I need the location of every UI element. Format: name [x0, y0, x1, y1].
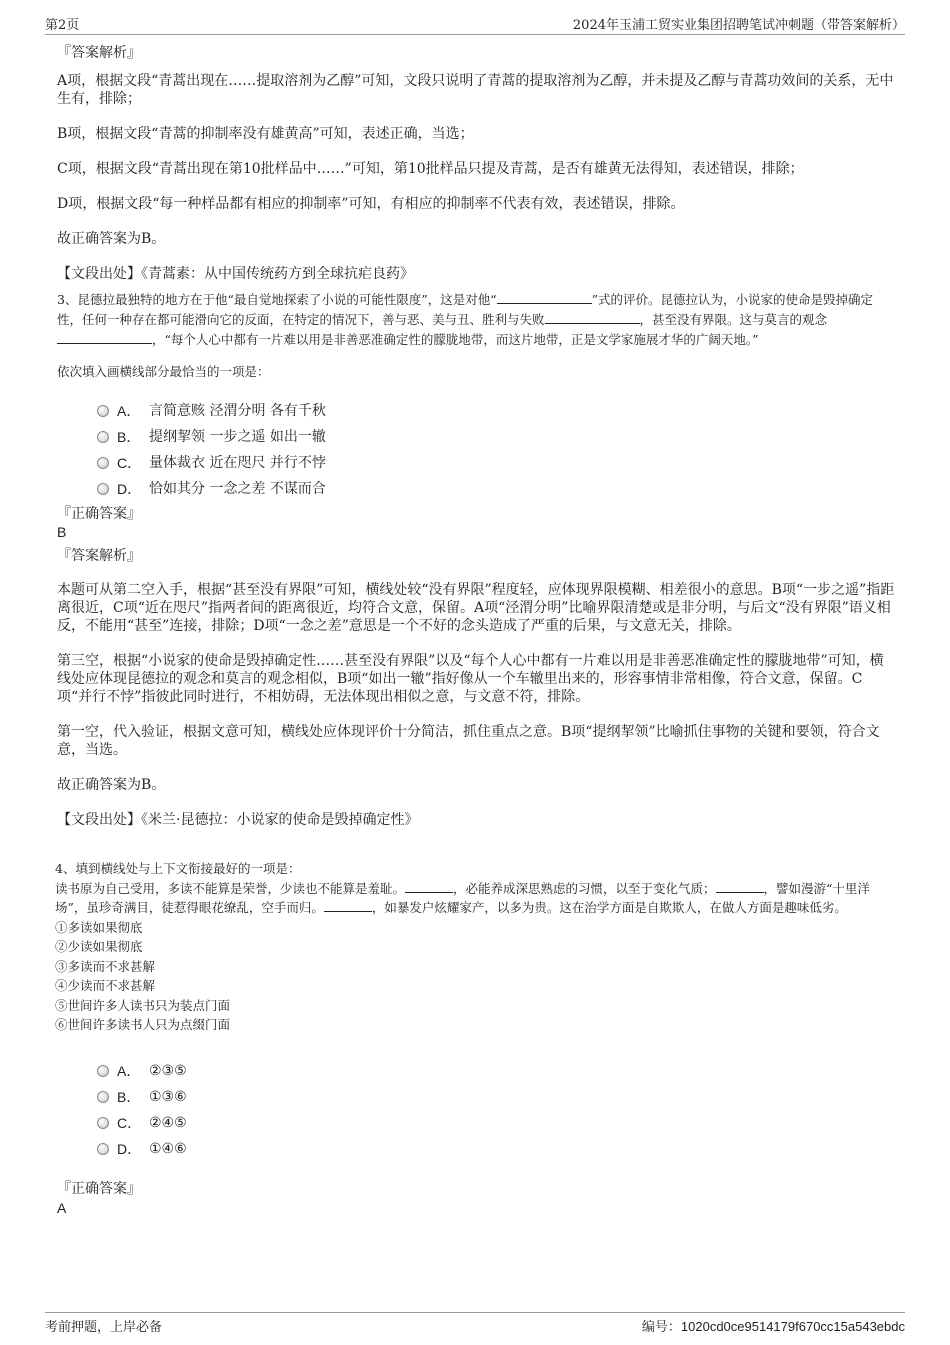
radio-button[interactable] [97, 1065, 109, 1077]
option-a[interactable]: A． ②③⑤ [97, 1058, 187, 1084]
passage-source: 【文段出处】《青蒿素：从中国传统药方到全球抗疟良药》 [57, 266, 414, 282]
radio-button[interactable] [97, 431, 109, 443]
option-d[interactable]: D． ①④⑥ [97, 1136, 187, 1162]
option-d[interactable]: D． 恰如其分 一念之差 不谋而合 [97, 476, 326, 502]
radio-button[interactable] [97, 1143, 109, 1155]
q3-answer-section [57, 505, 897, 846]
radio-button[interactable] [97, 1117, 109, 1129]
page-header [45, 14, 905, 35]
question-4-passage: 读书原为自己受用，多读不能算是荣誉，少读也不能算是羞耻。 ，必能养成深思熟虑的习惯，以至于变化气质； ，譬如漫游“十里洋场”，虽珍奇满目，徒惹得眼花缭乱，空手而归。 ，如暴发户炫耀家产，以多为贵。这在治学方面是自欺欺人，在做人方面是趣味低劣。 [55, 880, 870, 915]
analysis-heading: 『答案解析』 [57, 45, 141, 61]
footer-slogan: 考前押题，上岸必备 [45, 1320, 163, 1335]
analysis-conclusion: 故正确答案为B。 [57, 231, 166, 247]
fill-blank [57, 331, 152, 344]
list-item: ⑥世间许多读书人只为点缀门面 [55, 1017, 231, 1032]
option-a[interactable]: A． 言简意赅 泾渭分明 各有千秋 [97, 398, 326, 424]
correct-answer: B [57, 524, 67, 540]
analysis-conclusion: 故正确答案为B。 [57, 777, 166, 793]
document-code: 编号：1020cd0ce9514179f670cc15a543ebdc [641, 1319, 905, 1335]
q4-answer-section [57, 1180, 141, 1218]
question-3-prompt: 依次填入画横线部分最恰当的一项是： [57, 364, 270, 379]
radio-button[interactable] [97, 405, 109, 417]
option-b[interactable]: B． 提纲挈领 一步之遥 如出一辙 [97, 424, 326, 450]
analysis-paragraph: 第三空，根据“小说家的使命是毁掉确定性……甚至没有界限”以及“每个人心中都有一片难以用是非善恶准确定性的朦胧地带”可知，横线处应体现昆德拉的观念和莫言的观念相似，B项“如出一辙”指好像从一个车辙里出来的，形容事情非常相像，符合文意，保留。C项“并行不悖”指彼此同时进行，不相妨碍，无法体现出相似之意，与文意不符，排除。 [57, 653, 884, 705]
option-b[interactable]: B． ①③⑥ [97, 1084, 187, 1110]
radio-button[interactable] [97, 457, 109, 469]
question-3-options [97, 398, 326, 502]
analysis-paragraph: 本题可从第二空入手，根据“甚至没有界限”可知，横线处较“没有界限”程度轻，应体现界限模糊、相差很小的意思。B项“一步之遥”指距离很近，C项“近在咫尺”指两者间的距离很近，均符合文意，保留。A项“泾渭分明”比喻界限清楚或是非分明，与后文“没有界限”语义相反，不能用“甚至”连接，排除；D项“一念之差”意思是一个不好的念头造成了严重的后果，与文意无关，排除。 [57, 582, 895, 634]
fill-blank [545, 311, 640, 324]
analysis-option-a: A项，根据文段“青蒿出现在……提取溶剂为乙醇”可知，文段只说明了青蒿的提取溶剂为乙醇，并未提及乙醇与青蒿功效间的关系，无中生有，排除； [57, 73, 894, 107]
fill-blank [324, 899, 372, 912]
document-title: 2024年玉浦工贸实业集团招聘笔试冲刺题（带答案解析） [572, 18, 905, 33]
question-3-stem: 3、昆德拉最独特的地方在于他“最自觉地探索了小说的可能性限度”，这是对他“ ”式的评价。昆德拉认为，小说家的使命是毁掉确定性，任何一种存在都可能滑向它的反面，在特定的情况下，善与恶、美与丑、胜利与失败 ，甚至没有界限。这与莫言的观念，“每个人心中都有一片难以用是非善恶准确定性的朦胧地带，而这片地带，正是文学家施展才华的广阔天地。” [57, 292, 874, 347]
analysis-heading: 『答案解析』 [57, 548, 141, 564]
question-4-stem: 4、填到横线处与上下文衔接最好的一项是： [55, 861, 301, 876]
passage-source: 【文段出处】《米兰·昆德拉：小说家的使命是毁掉确定性》 [57, 812, 419, 828]
fill-blank [405, 880, 453, 893]
fill-blank [716, 880, 764, 893]
page-number: 第2页 [45, 18, 80, 33]
answer-heading: 『正确答案』 [57, 506, 141, 522]
question-4 [55, 859, 900, 1035]
radio-button[interactable] [97, 483, 109, 495]
radio-button[interactable] [97, 1091, 109, 1103]
page-footer [45, 1312, 905, 1337]
fill-blank [497, 291, 592, 304]
list-item: ⑤世间许多人读书只为装点门面 [55, 997, 231, 1013]
analysis-option-b: B项，根据文段“青蒿的抑制率没有雄黄高”可知，表述正确，当选； [57, 126, 474, 142]
q2-analysis-section [57, 44, 897, 300]
analysis-option-c: C项，根据文段“青蒿出现在第10批样品中……”可知，第10批样品只提及青蒿，是否有雄黄无法得知，表述错误，排除； [57, 161, 804, 177]
correct-answer: A [57, 1200, 67, 1216]
option-c[interactable]: C． ②④⑤ [97, 1110, 187, 1136]
question-3 [57, 290, 897, 382]
list-item: ①多读如果彻底 [55, 919, 143, 935]
analysis-option-d: D项，根据文段“每一种样品都有相应的抑制率”可知，有相应的抑制率不代表有效，表述错误，排除。 [57, 196, 685, 212]
list-item: ④少读而不求甚解 [55, 978, 156, 993]
list-item: ③多读而不求甚解 [55, 958, 156, 974]
analysis-paragraph: 第一空，代入验证，根据文意可知，横线处应体现评价十分简洁，抓住重点之意。B项“提纲挈领”比喻抓住事物的关键和要领，符合文意，当选。 [57, 724, 880, 758]
question-4-options [97, 1058, 187, 1162]
option-c[interactable]: C． 量体裁衣 近在咫尺 并行不悖 [97, 450, 326, 476]
answer-heading: 『正确答案』 [57, 1181, 141, 1197]
list-item: ②少读如果彻底 [55, 939, 143, 954]
